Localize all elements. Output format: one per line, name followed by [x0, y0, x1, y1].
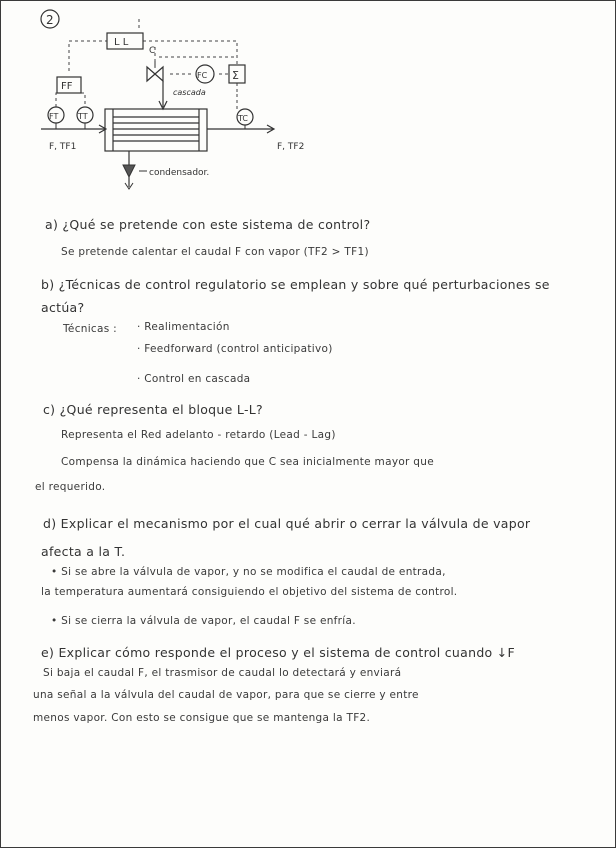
answer-d-line-2: la temperatura aumentará consiguiendo el objetivo del sistema de control. — [41, 586, 458, 598]
tt-label: TT — [78, 112, 88, 121]
heat-exchanger-icon — [105, 109, 207, 151]
lead-lag-label: L L — [114, 37, 129, 48]
answer-c-line-2: Compensa la dinámica haciendo que C sea inicialmente mayor que — [61, 456, 434, 468]
answer-d-line-1: • Si se abre la válvula de vapor, y no se modifica el caudal de entrada, — [51, 566, 446, 578]
cascade-label: cascada — [173, 88, 206, 97]
question-number: 2 — [46, 13, 54, 27]
question-e: e) Explicar cómo responde el proceso y el sistema de control cuando ↓F — [41, 645, 516, 660]
outlet-label: F, TF2 — [277, 142, 305, 152]
tc-label: TC — [238, 114, 249, 123]
inlet-label: F, TF1 — [49, 142, 77, 152]
answer-c-line-1: Representa el Red adelanto - retardo (Lead - Lag) — [61, 429, 336, 441]
steam-valve-icon — [147, 67, 163, 81]
question-b-line-1: b) ¿Técnicas de control regulatorio se emplean y sobre qué perturbaciones se — [41, 277, 550, 292]
question-b-line-2: actúa? — [41, 300, 85, 315]
answer-c-line-3: el requerido. — [35, 481, 106, 493]
steam-trap-icon — [123, 165, 135, 177]
sum-label: Σ — [232, 69, 239, 82]
ff-label: FF — [61, 81, 73, 92]
question-d-line-2: afecta a la T. — [41, 544, 126, 559]
fc-label: FC — [197, 71, 208, 80]
answer-b-prefix: Técnicas : — [63, 323, 117, 335]
answer-b-item-1: · Realimentación — [137, 321, 230, 333]
process-control-diagram — [1, 1, 616, 201]
answer-e-line-1: Si baja el caudal F, el trasmisor de caudal lo detectará y enviará — [43, 667, 402, 679]
answer-b-item-3: · Control en cascada — [137, 373, 251, 385]
answer-b-item-2: · Feedforward (control anticipativo) — [137, 343, 333, 355]
answer-d-line-3: • Si se cierra la válvula de vapor, el caudal F se enfría. — [51, 615, 356, 627]
question-a: a) ¿Qué se pretende con este sistema de control? — [45, 217, 371, 232]
answer-e-line-3: menos vapor. Con esto se consigue que se mantenga la TF2. — [33, 712, 371, 724]
c-signal-label: C — [149, 46, 156, 56]
condensate-label: condensador. — [149, 168, 210, 178]
ft-label: FT — [49, 112, 59, 121]
question-c: c) ¿Qué representa el bloque L-L? — [43, 402, 263, 417]
answer-a: Se pretende calentar el caudal F con vapor (TF2 > TF1) — [61, 246, 369, 258]
question-d-line-1: d) Explicar el mecanismo por el cual qué abrir o cerrar la válvula de vapor — [43, 516, 531, 531]
answer-e-line-2: una señal a la válvula del caudal de vapor, para que se cierre y entre — [33, 689, 419, 701]
